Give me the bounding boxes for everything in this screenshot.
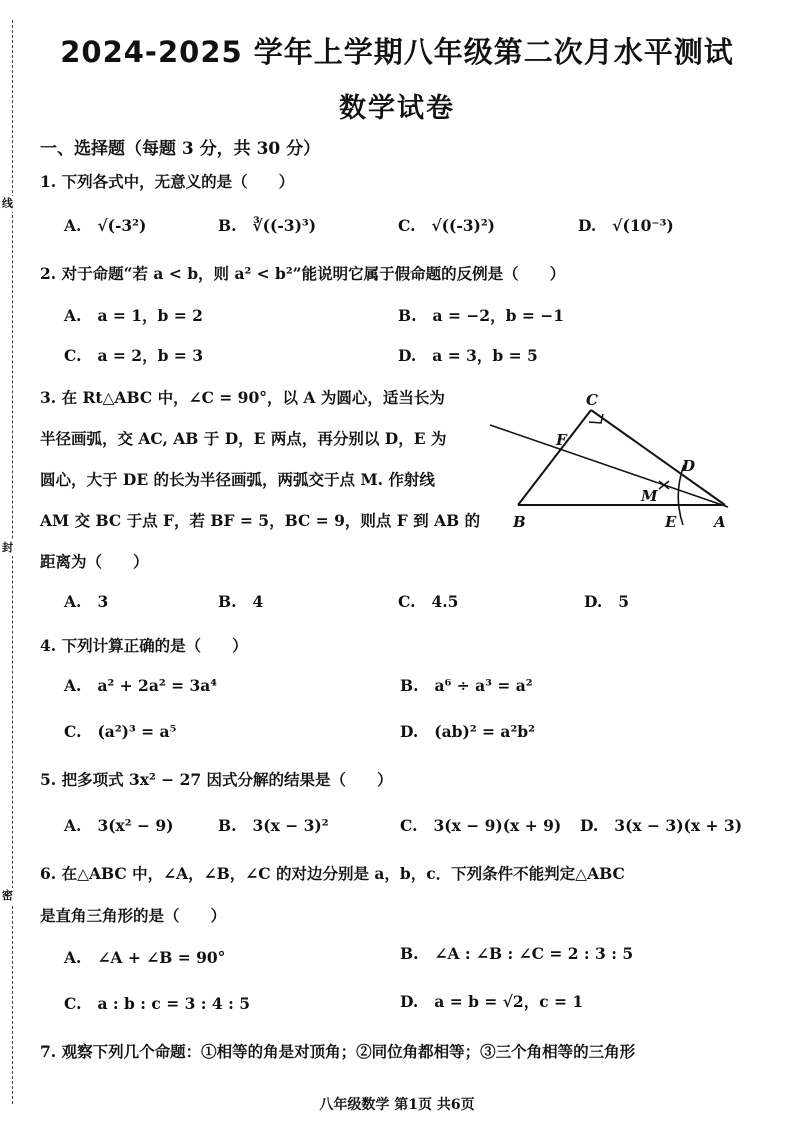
q3-option-a — [64, 592, 108, 611]
option-key: C. — [64, 346, 82, 365]
option-key: B. — [398, 306, 417, 325]
option-text: (a²)³ = a⁵ — [97, 722, 177, 741]
option-text: a² + 2a² = 3a⁴ — [97, 676, 218, 695]
arc-intersection-m — [659, 481, 669, 489]
option-key: A. — [64, 948, 82, 967]
question-3-stem-line-2: 半径画弧，交 AC, AB 于 D，E 两点，再分别以 D，E 为 — [40, 429, 447, 448]
option-key: D. — [398, 346, 417, 365]
option-text: a = b = √2，c = 1 — [434, 992, 584, 1011]
q6-option-b — [400, 944, 633, 963]
exam-subtitle: 数学试卷 — [339, 93, 455, 124]
option-key: D. — [400, 722, 419, 741]
option-key: D. — [584, 592, 603, 611]
q2-option-b — [398, 304, 564, 326]
option-key: B. — [218, 816, 237, 835]
option-key: A. — [64, 676, 82, 695]
option-key: B. — [400, 944, 419, 963]
q3-option-d — [584, 592, 629, 611]
section-heading: 一、选择题（每题 3 分，共 30 分） — [40, 139, 321, 159]
option-text: 4.5 — [431, 592, 459, 611]
label-b: B — [513, 513, 526, 531]
binding-mark-xian: 线 — [2, 197, 13, 210]
option-key: A. — [64, 816, 82, 835]
exam-title: 2024-2025 学年上学期八年级第二次月水平测试 — [60, 35, 734, 69]
option-text: 5 — [618, 592, 630, 611]
option-text: a = 1，b = 2 — [97, 306, 203, 325]
option-text: 3(x − 3)(x + 3) — [614, 816, 743, 835]
segment-ca — [591, 410, 725, 505]
option-key: A. — [64, 306, 82, 325]
label-f: F — [556, 431, 567, 449]
option-text: 3(x − 9)(x + 9) — [433, 816, 562, 835]
option-text: 3 — [97, 592, 109, 611]
question-6-stem-line-1: 6. 在△ABC 中，∠A，∠B，∠C 的对边分别是 a，b，c．下列条件不能判定△ABC — [40, 864, 625, 883]
option-key: D. — [580, 816, 599, 835]
label-e: E — [665, 513, 677, 531]
question-3-stem-line-3: 圆心，大于 DE 的长为半径画弧，两弧交于点 M. 作射线 — [40, 470, 435, 489]
option-text: a⁶ ÷ a³ = a² — [434, 676, 533, 695]
label-a: A — [714, 513, 726, 531]
label-m: M — [641, 487, 658, 505]
option-text: a = −2，b = −1 — [432, 306, 564, 325]
q5-option-d — [580, 816, 742, 835]
option-text: a : b : c = 3 : 4 : 5 — [97, 994, 250, 1013]
q4-option-a — [64, 676, 217, 695]
label-d: D — [682, 457, 696, 475]
page-footer: 八年级数学 第1页 共6页 — [319, 1097, 475, 1113]
option-text: √((-3)²) — [431, 216, 495, 235]
option-text: a = 2，b = 3 — [97, 346, 203, 365]
option-text: a = 3，b = 5 — [432, 346, 538, 365]
option-text: ∠A + ∠B = 90° — [97, 948, 226, 967]
q5-option-c — [400, 816, 561, 835]
question-5-stem: 5. 把多项式 3x² − 27 因式分解的结果是（ ） — [40, 770, 393, 789]
option-text: ∠A : ∠B : ∠C = 2 : 3 : 5 — [434, 944, 634, 963]
option-text: (ab)² = a²b² — [434, 722, 535, 741]
option-key: C. — [400, 816, 418, 835]
option-key: A. — [64, 216, 82, 235]
binding-mark-feng: 封 — [2, 541, 13, 554]
q6-option-c — [64, 994, 250, 1013]
right-angle-mark — [589, 414, 603, 423]
q6-option-d — [400, 990, 583, 1012]
option-key: D. — [578, 216, 597, 235]
question-3-stem-line-5: 距离为（ ） — [40, 552, 149, 571]
q1-option-a — [64, 216, 146, 235]
binding-mark-mi: 密 — [2, 889, 13, 902]
q3-option-b — [218, 592, 263, 611]
question-1-stem: 1. 下列各式中，无意义的是（ ） — [40, 172, 295, 191]
q1-option-b — [218, 216, 316, 235]
q4-option-d — [400, 722, 535, 741]
question-2-stem: 2. 对于命题“若 a < b，则 a² < b²”能说明它属于假命题的反例是（ ） — [40, 264, 566, 283]
q2-option-d — [398, 344, 538, 366]
question-6-stem-line-2: 是直角三角形的是（ ） — [40, 906, 227, 925]
q1-option-c — [398, 216, 495, 235]
question-7-stem: 7. 观察下列几个命题：①相等的角是对顶角；②同位角都相等；③三个角相等的三角形 — [40, 1042, 636, 1061]
q5-option-a — [64, 816, 173, 835]
option-text: √(10⁻³) — [612, 216, 674, 235]
q6-option-a — [64, 948, 225, 967]
option-key: D. — [400, 992, 419, 1011]
option-key: B. — [218, 216, 237, 235]
option-key: C. — [398, 592, 416, 611]
option-key: C. — [64, 722, 82, 741]
geometry-figure — [488, 385, 738, 535]
binding-dashed-line — [12, 20, 13, 1104]
label-c: C — [586, 391, 598, 409]
q4-option-b — [400, 676, 533, 695]
option-text: √(-3²) — [97, 216, 147, 235]
q1-option-d — [578, 216, 674, 235]
q2-option-a — [64, 304, 203, 326]
option-text: ∛((-3)³) — [252, 216, 317, 235]
question-3-stem-line-1: 3. 在 Rt△ABC 中，∠C = 90°，以 A 为圆心，适当长为 — [40, 388, 445, 407]
option-text: 4 — [252, 592, 264, 611]
q3-option-c — [398, 592, 458, 611]
option-text: 3(x² − 9) — [97, 816, 174, 835]
option-key: C. — [398, 216, 416, 235]
option-key: B. — [400, 676, 419, 695]
q2-option-c — [64, 344, 203, 366]
q5-option-b — [218, 816, 329, 835]
question-3-stem-line-4: AM 交 BC 于点 F，若 BF = 5，BC = 9，则点 F 到 AB 的 — [40, 511, 481, 530]
option-text: 3(x − 3)² — [252, 816, 329, 835]
question-4-stem: 4. 下列计算正确的是（ ） — [40, 636, 248, 655]
option-key: C. — [64, 994, 82, 1013]
option-key: A. — [64, 592, 82, 611]
q4-option-c — [64, 722, 176, 741]
segment-bc — [518, 410, 591, 505]
option-key: B. — [218, 592, 237, 611]
